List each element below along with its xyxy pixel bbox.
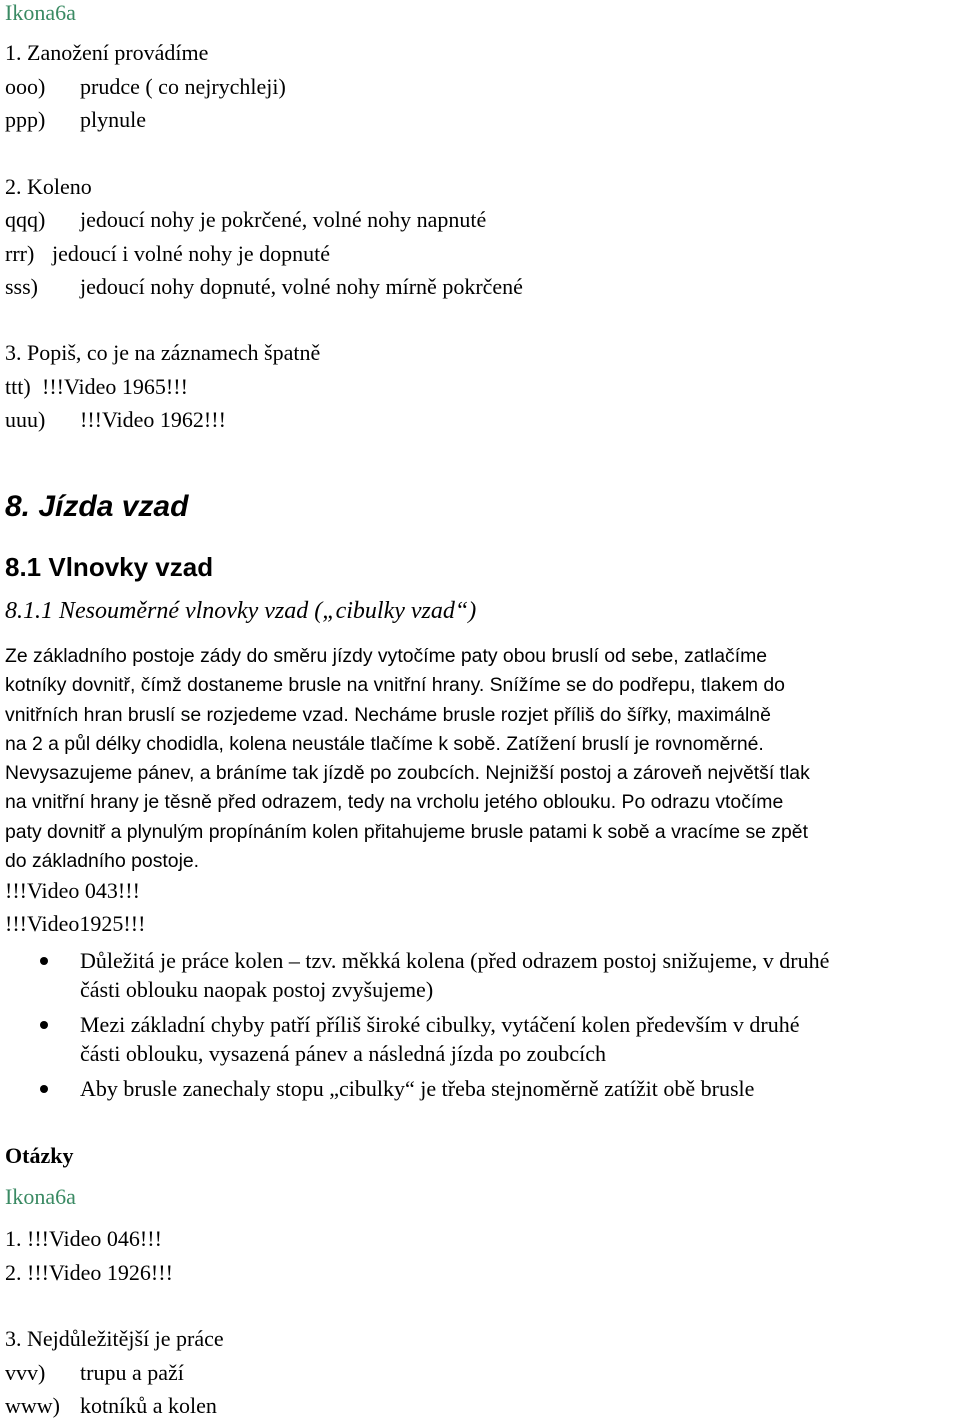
question-2-option-label: qqq) [5, 207, 46, 232]
question-3-option-text: !!!Video 1962!!! [80, 407, 226, 432]
bullet-icon [40, 1085, 48, 1093]
question-3-option-text: !!!Video 1965!!! [42, 374, 188, 399]
question-1-option-label: ooo) [5, 74, 46, 99]
bullet-icon [40, 1021, 48, 1029]
question-2-option-text: jedoucí i volné nohy je dopnuté [52, 241, 330, 266]
video-reference: !!!Video1925!!! [5, 911, 146, 936]
question-2-option-label: rrr) [5, 241, 35, 266]
ikona-link-top[interactable]: Ikona6a [5, 0, 76, 25]
question-3b-option-label: www) [5, 1393, 60, 1418]
paragraph-line: do základního postoje. [5, 850, 200, 873]
question-3b-option-label: vvv) [5, 1360, 46, 1385]
question-3-title: 3. Popiš, co je na záznamech špatně [5, 340, 321, 365]
paragraph-line: na vnitřní hrany je těsně před odrazem, tedy na vrcholu jetého oblouku. Po odrazu vtočíme [5, 791, 784, 814]
bullet-line: Mezi základní chyby patří příliš široké cibulky, vytáčení kolen především v druhé [80, 1012, 800, 1037]
questions-title: Otázky [5, 1143, 74, 1168]
paragraph-line: Nevysazujeme pánev, a bráníme tak jízdě po zoubcích. Nejnižší postoj a zároveň největší tlak [5, 762, 810, 785]
question-1-option-text: plynule [80, 107, 146, 132]
bullet-icon [40, 957, 48, 965]
question-2-option-text: jedoucí nohy je pokrčené, volné nohy napnuté [80, 207, 487, 232]
question-1-option-label: ppp) [5, 107, 46, 132]
question-video-2: 2. !!!Video 1926!!! [5, 1260, 173, 1285]
question-3b-option-text: trupu a paží [80, 1360, 184, 1385]
subsubsection-heading: 8.1.1 Nesouměrné vlnovky vzad („cibulky vzad“) [5, 598, 477, 624]
paragraph-line: paty dovnitř a plynulým propínáním kolen přitahujeme brusle patami k sobě a vracíme se zpět [5, 820, 808, 843]
paragraph-line: kotníky dovnitř, čímž dostaneme brusle na vnitřní hrany. Snížíme se do podřepu, tlakem do [5, 674, 785, 697]
subsection-heading: 8.1 Vlnovky vzad [5, 552, 214, 582]
question-3b-option-text: kotníků a kolen [80, 1393, 217, 1418]
paragraph-line: na 2 a půl délky chodidla, kolena neustále tlačíme k sobě. Zatížení bruslí je rovnoměrné. [5, 732, 764, 755]
bullet-line: Aby brusle zanechaly stopu „cibulky“ je třeba stejnoměrně zatížit obě brusle [80, 1076, 755, 1101]
bullet-line: části oblouku naopak postoj zvyšujeme) [80, 977, 434, 1002]
bullet-item [80, 946, 829, 1004]
ikona-link-bottom[interactable]: Ikona6a [5, 1184, 76, 1209]
section-paragraph [5, 642, 957, 876]
question-2-option-label: sss) [5, 274, 39, 299]
bullet-item [80, 1074, 754, 1103]
bullet-item [80, 1010, 799, 1068]
paragraph-line: Ze základního postoje zády do směru jízdy vytočíme paty obou bruslí od sebe, zatlačíme [5, 645, 768, 667]
question-2-option-text: jedoucí nohy dopnuté, volné nohy mírně pokrčené [80, 274, 523, 299]
paragraph-line: vnitřních hran bruslí se rozjedeme vzad. Necháme brusle rozjet příliš do šířky, maximálně [5, 703, 771, 726]
question-1-title: 1. Zanožení provádíme [5, 40, 209, 65]
question-3-option-label: uuu) [5, 407, 46, 432]
video-reference: !!!Video 043!!! [5, 878, 140, 903]
question-2-title: 2. Koleno [5, 174, 92, 199]
question-3b-title: 3. Nejdůležitější je práce [5, 1326, 224, 1351]
section-heading: 8. Jízda vzad [5, 490, 189, 523]
question-3-option-label: ttt) [5, 374, 31, 399]
question-1-option-text: prudce ( co nejrychleji) [80, 74, 286, 99]
bullet-line: části oblouku, vysazená pánev a následná jízda po zoubcích [80, 1041, 606, 1066]
bullet-line: Důležitá je práce kolen – tzv. měkká kolena (před odrazem postoj snižujeme, v druhé [80, 948, 830, 973]
question-video-1: 1. !!!Video 046!!! [5, 1226, 162, 1251]
